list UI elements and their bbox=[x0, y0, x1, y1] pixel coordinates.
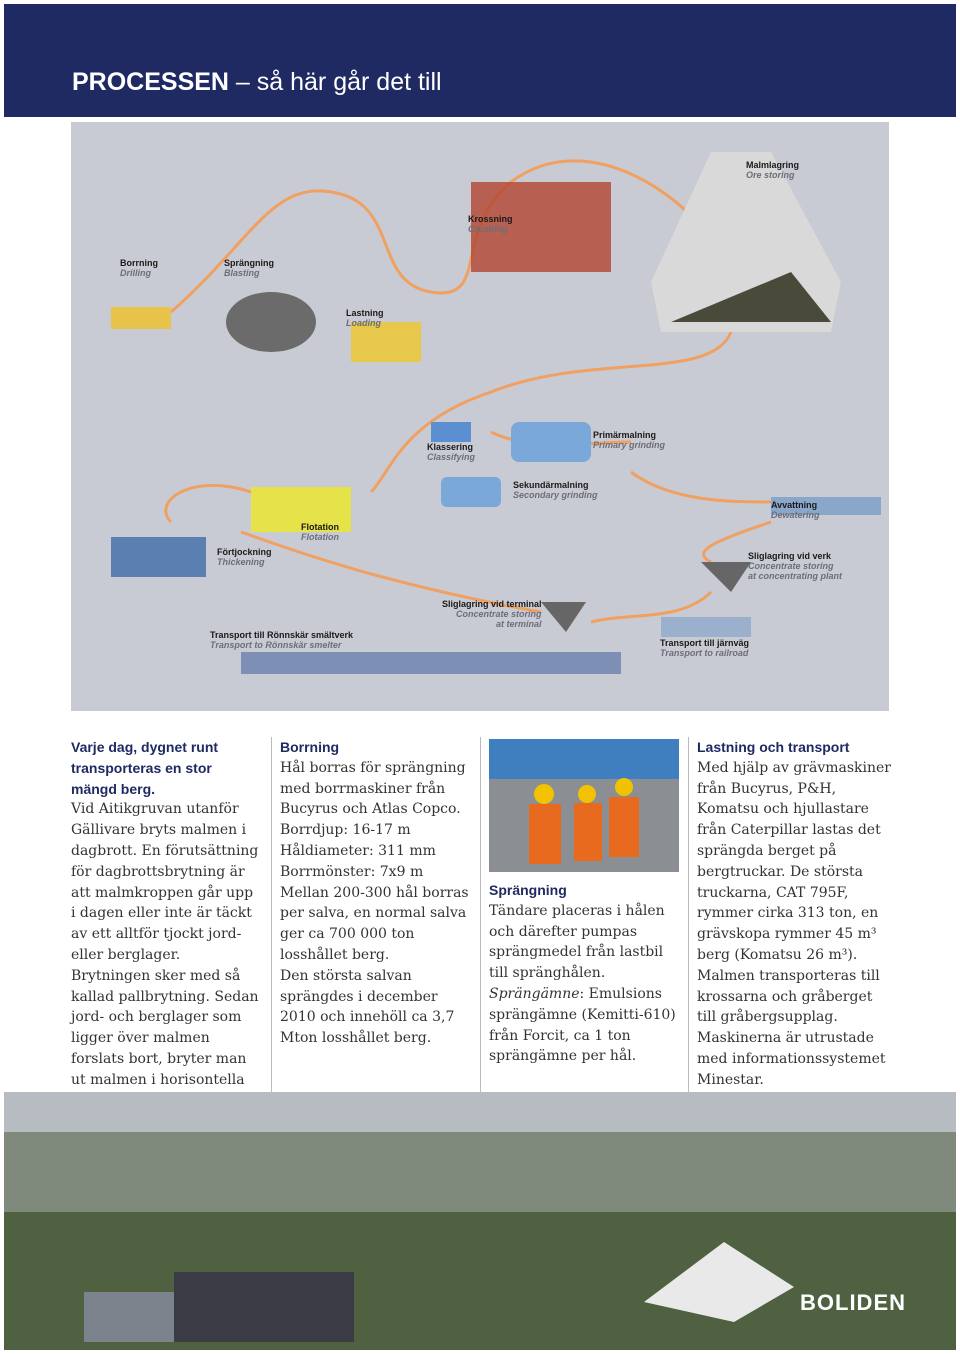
intro-body: Vid Aitikgruvan utanför Gällivare bryts malmen i dagbrott. En förutsättning för dagbrottsbrytning är att malmkroppen går upp i dagen eller inte är täckt av ett alltför tjockt jord- eller berglager. Brytningen sker med så kallad pallbrytning. Sedan jord- och berglager som ligger över malmen forslats bort, bryter man ut malmen i horisontella bbox=[71, 801, 259, 1088]
intro-lead: Varje dag, dygnet runt transporteras en stor mängd berg. bbox=[71, 739, 219, 797]
page-title: PROCESSEN – så här går det till bbox=[72, 68, 442, 96]
blasting-workers-photo bbox=[489, 739, 679, 872]
loading-line: Maskinerna är utrustade med informationssystemet Minestar. bbox=[697, 1030, 886, 1088]
column-divider bbox=[480, 737, 481, 1092]
label-ore-storing: Malmlagring Ore storing bbox=[746, 160, 800, 180]
label-dewatering: Avvattning Dewatering bbox=[771, 500, 820, 520]
label-loading: Lastning Loading bbox=[346, 308, 384, 328]
loading-line: Med hjälp av grävmaskiner från Bucyrus, P&H, Komatsu och hjullastare från Caterpillar lastas det sprängda berget på bergtruckar. De största truckarna, CAT 795F, rymmer cirka 313 ton, en grävskopa rymmer 45 m³ berg (Komatsu 26 m³). bbox=[697, 759, 892, 963]
boliden-logo: BOLIDEN bbox=[800, 1290, 906, 1315]
loading-line: Malmen transporteras till krossarna och gråberget till gråbergsupplag. bbox=[697, 967, 880, 1026]
column-loading bbox=[697, 737, 892, 1091]
label-transport-smelter: Transport till Rönnskär smältverk Transport to Rönnskär smelter bbox=[210, 630, 354, 650]
label-secondary-grinding: Sekundärmalning Secondary grinding bbox=[513, 480, 598, 500]
header-band bbox=[4, 4, 956, 117]
drilling-line: Håldiameter: 311 mm bbox=[280, 842, 436, 859]
column-drilling bbox=[280, 737, 475, 1049]
column-intro bbox=[71, 737, 261, 1111]
drilling-heading: Borrning bbox=[280, 739, 340, 755]
blasting-body: Tändare placeras i hålen och därefter pumpas sprängmedel från lastbil till spränghålen. bbox=[489, 902, 665, 982]
blasting-explosive: Sprängämne: Emulsions sprängämne (Kemitti-610) från Forcit, ca 1 ton sprängämne per hål. bbox=[489, 985, 676, 1065]
label-flotation: Flotation Flotation bbox=[301, 522, 339, 542]
label-classifying: Klassering Classifying bbox=[427, 442, 476, 462]
label-blasting: Sprängning Blasting bbox=[224, 258, 274, 278]
column-divider bbox=[688, 737, 689, 1092]
column-divider bbox=[271, 737, 272, 1092]
label-concentrate-storing-plant: Sliglagring vid verk Concentrate storing at concentrating plant bbox=[748, 551, 843, 581]
drilling-line: Borrdjup: 16-17 m bbox=[280, 822, 411, 839]
label-transport-railroad: Transport till järnväg Transport to railroad bbox=[660, 638, 750, 658]
drilling-line: Borrmönster: 7x9 m bbox=[280, 863, 424, 880]
drilling-line: Mellan 200-300 hål borras per salva, en normal salva ger ca 700 000 ton losshållet berg. bbox=[280, 884, 469, 963]
label-drilling: Borrning Drilling bbox=[120, 258, 158, 278]
blasting-heading: Sprängning bbox=[489, 882, 567, 898]
label-thickening: Förtjockning Thickening bbox=[217, 547, 272, 567]
drilling-line: Den största salvan sprängdes i december 2010 och innehöll ca 3,7 Mton losshållet berg. bbox=[280, 967, 455, 1047]
label-concentrate-storing-terminal: Sliglagring vid terminal Concentrate storing at terminal bbox=[442, 599, 542, 629]
drilling-line: Hål borras för sprängning med borrmaskiner från Bucyrus och Atlas Copco. bbox=[280, 759, 466, 818]
loading-heading: Lastning och transport bbox=[697, 739, 850, 755]
label-crushing: Krossning Crushing bbox=[468, 214, 513, 234]
process-diagram bbox=[71, 122, 889, 711]
label-primary-grinding: Primärmalning Primary grinding bbox=[593, 430, 666, 450]
column-blasting bbox=[489, 880, 679, 1067]
